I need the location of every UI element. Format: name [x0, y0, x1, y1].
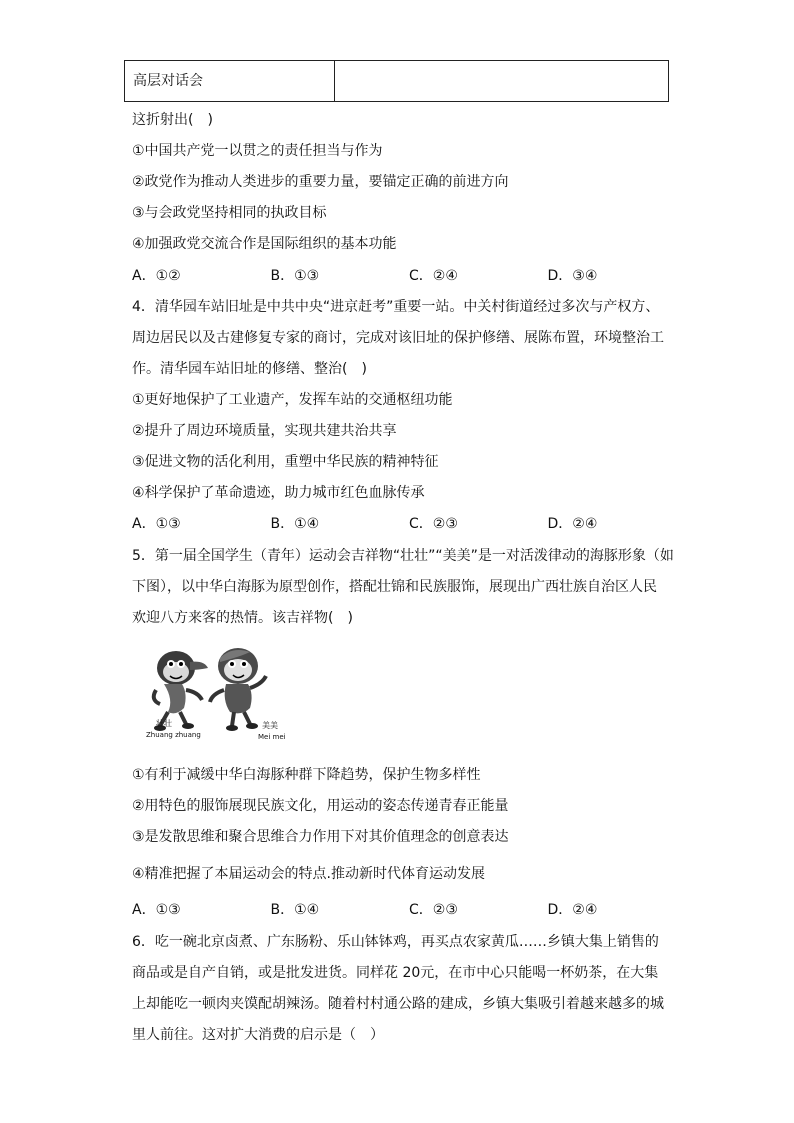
answer-options [132, 266, 686, 286]
statement-item: ③与会政党坚持相同的执政目标 [132, 205, 327, 221]
option-d: D．②④ [547, 902, 598, 918]
option-c: C．②④ [409, 268, 458, 284]
question-text: 里人前往。这对扩大消费的启示是（ ） [132, 1027, 384, 1043]
statement-item: ④精准把握了本届运动会的特点.推动新时代体育运动发展 [132, 866, 485, 882]
option-b: B．①④ [270, 902, 320, 918]
table-cell-empty [335, 61, 668, 101]
question-text: 周边居民以及古建修复专家的商讨，完成对该旧址的保护修缮、展陈布置，环境整治工 [132, 330, 664, 346]
statement-item: ④加强政党交流合作是国际组织的基本功能 [132, 236, 397, 252]
question-text: 上却能吃一顿肉夹馍配胡辣汤。随着村村通公路的建成，乡镇大集吸引着越来越多的城 [132, 996, 664, 1012]
question-text: 5．第一届全国学生（青年）运动会吉祥物“壮壮”“美美”是一对活泼律动的海豚形象（如 [132, 548, 674, 564]
question-text: 作。清华园车站旧址的修缮、整治( ) [132, 361, 367, 377]
question-text: 4．清华园车站旧址是中共中央“进京赶考”重要一站。中关村街道经过多次与产权方、 [132, 299, 660, 315]
mascot-label-right-cn: 美美 [262, 721, 278, 730]
option-d: D．③④ [547, 268, 598, 284]
question-stem: 这折射出( ) [132, 112, 213, 128]
answer-options [132, 514, 686, 534]
statement-item: ①更好地保护了工业遗产，发挥车站的交通枢纽功能 [132, 392, 453, 408]
option-c: C．②③ [409, 516, 458, 532]
statement-item: ②政党作为推动人类进步的重要力量，要锚定正确的前进方向 [132, 174, 509, 190]
question-text: 6．吃一碗北京卤煮、广东肠粉、乐山钵钵鸡，再买点农家黄瓜……乡镇大集上销售的 [132, 934, 659, 950]
mascot-label-right-pinyin: Mei mei [258, 733, 286, 741]
mascot-label-left-cn: 壮壮 [156, 719, 172, 728]
mascot-label-left-pinyin: Zhuang zhuang [146, 731, 201, 739]
table-cell: 高层对话会 [125, 61, 335, 101]
option-a: A．①② [132, 268, 181, 284]
statement-item: ②提升了周边环境质量，实现共建共治共享 [132, 423, 397, 439]
statement-item: ①有利于减缓中华白海豚种群下降趋势，保护生物多样性 [132, 767, 481, 783]
mascot-illustration [146, 642, 286, 742]
statement-item: ③促进文物的活化利用，重塑中华民族的精神特征 [132, 454, 439, 470]
statement-item: ②用特色的服饰展现民族文化，用运动的姿态传递青春正能量 [132, 798, 509, 814]
option-d: D．②④ [547, 516, 598, 532]
statement-item: ①中国共产党一以贯之的责任担当与作为 [132, 143, 383, 159]
option-b: B．①④ [270, 516, 320, 532]
option-a: A．①③ [132, 902, 181, 918]
question-text: 商品或是自产自销，或是批发进货。同样花 20元，在市中心只能喝一杯奶茶，在大集 [132, 965, 659, 981]
option-a: A．①③ [132, 516, 181, 532]
dolphin-right-figure [210, 648, 266, 731]
option-c: C．②③ [409, 902, 458, 918]
table-fragment [124, 60, 669, 102]
option-b: B．①③ [270, 268, 320, 284]
statement-item: ④科学保护了革命遗迹，助力城市红色血脉传承 [132, 485, 425, 501]
statement-item: ③是发散思维和聚合思维合力作用下对其价值理念的创意表达 [132, 829, 509, 845]
answer-options [132, 900, 686, 920]
question-text: 下图），以中华白海豚为原型创作，搭配壮锦和民族服饰，展现出广西壮族自治区人民 [132, 579, 657, 595]
question-text: 欢迎八方来客的热情。该吉祥物( ) [132, 610, 353, 626]
